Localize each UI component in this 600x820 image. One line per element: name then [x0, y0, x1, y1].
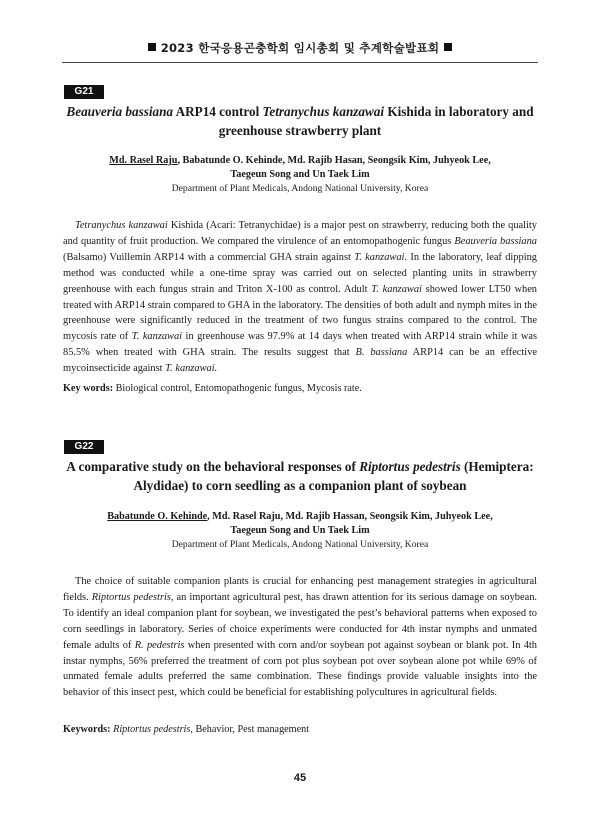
square-bullet-icon	[444, 43, 452, 51]
abstract-segment: Beauveria bassiana	[454, 235, 538, 247]
page-number: 45	[293, 772, 307, 784]
keywords	[63, 382, 537, 396]
paper-title	[62, 457, 538, 495]
keywords-italic: Riptortus pedestris	[110, 724, 191, 735]
abstract-text	[63, 218, 537, 377]
title-part: Riptortus pedestris	[359, 459, 461, 474]
author-list	[62, 510, 538, 538]
abstract-segment: in greenhouse was 97.9% at 14 days when treated with ARP14 strain while it was 85.5% when treated with GHA strain. The results suggest that	[63, 331, 537, 359]
co-authors: , Md. Rasel Raju, Md. Rajib Hassan, Seongsik Kim, Juhyeok Lee,	[207, 511, 493, 522]
presenting-author: Babatunde O. Kehinde	[107, 511, 208, 522]
affiliation: Department of Plant Medicals, Andong National University, Korea	[171, 183, 429, 194]
title-part: Tetranychus kanzawai	[262, 104, 385, 119]
keywords-values: , Behavior, Pest management	[190, 724, 310, 735]
abstract-segment: T. kanzawai	[371, 283, 422, 295]
keywords-label: Key words:	[63, 383, 114, 394]
abstract-segment: T. kanzawai	[354, 251, 405, 263]
abstract-segment: B. bassiana	[355, 347, 408, 359]
abstract-segment: . In the laboratory, leaf dipping method was conducted while a one-time spray was carried out on selected planting units in strawberry greenhouse with each fungus strain and Triton X-100 as control. Adult	[63, 251, 537, 295]
abstract-segment: when presented with corn and/or soybean pot against soybean or blank pot. In 4th instar nymphs, 56% preferred the treatment of corn pot plus soybean pot over soybean alone pot while 69% of unmated female adults preferred the same combination. These findings provide valuable insights into the behavior of this insect pest, which could be beneficial for establishing polycultures in agricultural fields.	[63, 639, 537, 699]
co-authors: , Babatunde O. Kehinde, Md. Rajib Hasan, Seongsik Kim, Juhyeok Lee,	[177, 155, 491, 166]
co-authors: Taegeun Song and Un Taek Lim	[230, 169, 370, 180]
abstract-segment: Riptortus pedestris	[91, 591, 171, 603]
keywords-values: Biological control, Entomopathogenic fungus, Mycosis rate.	[113, 383, 362, 394]
square-bullet-icon	[148, 43, 156, 51]
title-part: Beauveria bassiana	[66, 104, 174, 119]
keywords-label: Keywords:	[63, 724, 111, 735]
abstract-segment: T. kanzawai	[131, 331, 183, 343]
author-list	[62, 154, 538, 182]
keywords	[63, 723, 537, 737]
title-part: ARP14 control	[173, 104, 263, 119]
paper-code-badge: G22	[64, 440, 104, 454]
abstract-segment: R. pedestris	[134, 639, 185, 651]
title-part: Kishida in laboratory and greenhouse strawberry plant	[218, 104, 534, 138]
affiliation: Department of Plant Medicals, Andong National University, Korea	[171, 539, 429, 550]
header-title: 2023 한국응용곤충학회 임시총회 및 추계학술발표회	[160, 41, 440, 55]
abstract-segment: showed lower LT50 when treated with ARP14 strain compared to GHA in the laboratory. The densities of both adult and nymph mites in the greenhouse were significantly reduced in the treatment of two fungus strains compared to the control. The mycosis rate of	[63, 283, 537, 343]
paper-code-badge: G21	[64, 85, 104, 99]
abstract-segment: Tetranychus kanzawai	[75, 220, 168, 231]
abstract-segment: T. kanzawai.	[165, 363, 218, 375]
proceedings-header	[62, 40, 538, 56]
abstract-text	[63, 574, 537, 701]
presenting-author: Md. Rasel Raju	[109, 155, 178, 166]
title-part: (Hemiptera: Alydidae) to corn seedling as a companion plant of soybean	[133, 459, 534, 493]
co-authors: Taegeun Song and Un Taek Lim	[230, 525, 370, 536]
abstract-segment: The choice of suitable companion plants is crucial for enhancing pest management strategies in agricultural fields.	[63, 576, 537, 603]
abstract-segment: (Balsamo) Vuillemin ARP14 with a commercial GHA strain against	[63, 251, 355, 263]
abstract-segment: ARP14 can be an effective mycoinsecticide against	[63, 347, 538, 375]
paper-title	[62, 102, 538, 140]
abstract-segment: Kishida (Acari: Tetranychidae) is a major pest on strawberry, reducing both the quality and quantity of fruit production. We compared the virulence of an entomopathogenic fungus	[63, 220, 537, 247]
abstract-segment: , an important agricultural pest, has drawn attention for its serious damage on soybean. To identify an ideal companion plant for soybean, we investigated the pest’s behavioral patterns when exposed to corn seedlings in laboratory. Series of choice experiments were conducted for 4th instar nymphs and unmated female adults of	[63, 591, 537, 651]
header-rule	[62, 62, 538, 63]
title-part: A comparative study on the behavioral responses of	[66, 459, 360, 474]
